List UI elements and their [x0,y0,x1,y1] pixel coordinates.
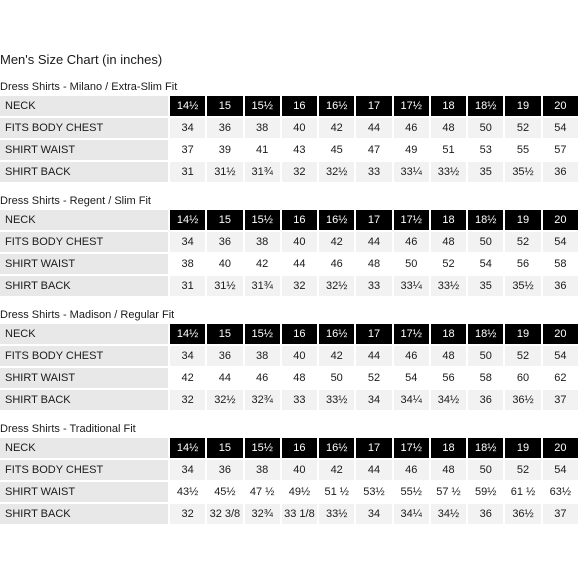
table-cell: 15½ [243,210,280,230]
table-cell: 20 [541,324,578,344]
table-cell: 46 [392,346,429,366]
table-cell: 34 [354,390,391,410]
table-cell: 39 [205,140,242,160]
table-cell: 32½ [205,390,242,410]
table-cell: 58 [541,254,578,274]
table-cell: 18 [429,210,466,230]
table-cell: 34¼ [392,390,429,410]
table-cell: 42 [243,254,280,274]
row-label: NECK [0,96,168,116]
table-cell: 52 [354,368,391,388]
table-cell: 54 [466,254,503,274]
table-cell: 54 [541,118,578,138]
table-cell: 50 [392,254,429,274]
table-cell: 31½ [205,162,242,182]
table-cell: 42 [168,368,205,388]
size-section [0,308,580,412]
row-label: SHIRT WAIST [0,368,168,388]
row-label: NECK [0,324,168,344]
table-cell: 54 [541,346,578,366]
table-cell: 20 [541,438,578,458]
table-cell: 36 [541,162,578,182]
table-cell: 36½ [503,504,540,524]
table-cell: 48 [280,368,317,388]
table-cell: 36 [205,232,242,252]
table-cell: 17½ [392,438,429,458]
table-cell: 19 [503,324,540,344]
table-cell: 52 [503,460,540,480]
table-cell: 45½ [205,482,242,502]
table-row [0,254,578,274]
table-row [0,324,578,344]
table-cell: 37 [541,504,578,524]
table-row [0,368,578,388]
table-cell: 34 [168,118,205,138]
table-cell: 34½ [429,390,466,410]
table-cell: 34 [168,460,205,480]
table-cell: 32¾ [243,390,280,410]
table-cell: 45 [317,140,354,160]
table-cell: 57 [541,140,578,160]
table-cell: 31¾ [243,276,280,296]
table-cell: 38 [243,460,280,480]
table-cell: 46 [392,460,429,480]
table-cell: 33 1/8 [280,504,317,524]
table-row [0,96,578,116]
table-cell: 36 [205,346,242,366]
table-cell: 59½ [466,482,503,502]
table-cell: 34½ [429,504,466,524]
table-cell: 33½ [317,504,354,524]
table-cell: 34 [168,346,205,366]
table-cell: 44 [354,460,391,480]
row-label: NECK [0,210,168,230]
table-cell: 19 [503,438,540,458]
table-cell: 18 [429,96,466,116]
row-label: FITS BODY CHEST [0,346,168,366]
table-cell: 17½ [392,210,429,230]
table-cell: 51 [429,140,466,160]
size-table [0,322,578,412]
size-section [0,80,580,184]
table-cell: 42 [317,118,354,138]
table-cell: 17 [354,210,391,230]
table-cell: 15 [205,96,242,116]
table-cell: 32 [168,504,205,524]
table-cell: 17½ [392,324,429,344]
row-label: FITS BODY CHEST [0,118,168,138]
table-cell: 48 [354,254,391,274]
table-cell: 36½ [503,390,540,410]
table-cell: 18 [429,324,466,344]
table-row [0,276,578,296]
table-cell: 42 [317,346,354,366]
table-cell: 18½ [466,438,503,458]
table-cell: 44 [354,118,391,138]
table-row [0,232,578,252]
table-cell: 37 [168,140,205,160]
table-cell: 48 [429,460,466,480]
table-cell: 14½ [168,438,205,458]
section-title: Dress Shirts - Traditional Fit [0,423,136,435]
table-cell: 54 [541,460,578,480]
table-cell: 44 [280,254,317,274]
table-cell: 40 [205,254,242,274]
size-table [0,94,578,184]
table-cell: 33¼ [392,276,429,296]
table-cell: 51 ½ [317,482,354,502]
table-cell: 14½ [168,324,205,344]
table-cell: 44 [205,368,242,388]
table-cell: 34 [354,504,391,524]
table-cell: 36 [541,276,578,296]
table-cell: 35½ [503,162,540,182]
table-cell: 33½ [429,162,466,182]
table-cell: 50 [466,118,503,138]
table-cell: 42 [317,232,354,252]
table-cell: 33 [354,276,391,296]
table-row [0,460,578,480]
table-row [0,118,578,138]
table-cell: 14½ [168,96,205,116]
size-table [0,208,578,298]
table-cell: 16 [280,210,317,230]
table-cell: 20 [541,96,578,116]
table-cell: 40 [280,118,317,138]
table-cell: 35½ [503,276,540,296]
table-cell: 50 [466,460,503,480]
table-cell: 34 [168,232,205,252]
table-cell: 38 [168,254,205,274]
table-cell: 15 [205,438,242,458]
table-cell: 17 [354,324,391,344]
table-cell: 38 [243,118,280,138]
size-section [0,422,580,526]
table-row [0,346,578,366]
table-cell: 62 [541,368,578,388]
table-cell: 32½ [317,276,354,296]
table-cell: 43 [280,140,317,160]
table-cell: 19 [503,96,540,116]
table-cell: 54 [541,232,578,252]
table-cell: 49½ [280,482,317,502]
table-cell: 35 [466,276,503,296]
table-cell: 56 [429,368,466,388]
table-cell: 52 [503,118,540,138]
table-cell: 16½ [317,210,354,230]
table-cell: 50 [466,346,503,366]
table-cell: 18½ [466,96,503,116]
table-cell: 38 [243,232,280,252]
table-cell: 32 3/8 [205,504,242,524]
table-cell: 55½ [392,482,429,502]
table-row [0,210,578,230]
table-cell: 32 [168,390,205,410]
table-cell: 15½ [243,324,280,344]
table-cell: 15½ [243,96,280,116]
table-row [0,504,578,524]
row-label: SHIRT BACK [0,390,168,410]
table-cell: 15½ [243,438,280,458]
section-title: Dress Shirts - Madison / Regular Fit [0,309,175,321]
table-row [0,140,578,160]
table-cell: 61 ½ [503,482,540,502]
table-cell: 50 [466,232,503,252]
table-cell: 31¾ [243,162,280,182]
row-label: FITS BODY CHEST [0,460,168,480]
table-cell: 16½ [317,438,354,458]
table-cell: 16 [280,96,317,116]
table-cell: 36 [205,118,242,138]
table-cell: 42 [317,460,354,480]
table-cell: 47 ½ [243,482,280,502]
table-cell: 32 [280,276,317,296]
page-title: Men's Size Chart (in inches) [0,52,163,67]
table-cell: 41 [243,140,280,160]
row-label: SHIRT WAIST [0,254,168,274]
row-label: SHIRT WAIST [0,140,168,160]
table-cell: 37 [541,390,578,410]
table-cell: 38 [243,346,280,366]
row-label: FITS BODY CHEST [0,232,168,252]
table-cell: 56 [503,254,540,274]
table-cell: 49 [392,140,429,160]
table-cell: 40 [280,346,317,366]
row-label: SHIRT WAIST [0,482,168,502]
table-cell: 63½ [541,482,578,502]
table-cell: 50 [317,368,354,388]
table-cell: 33 [354,162,391,182]
table-cell: 60 [503,368,540,388]
table-cell: 43½ [168,482,205,502]
table-cell: 16 [280,324,317,344]
table-cell: 46 [392,232,429,252]
table-cell: 35 [466,162,503,182]
table-cell: 47 [354,140,391,160]
table-cell: 58 [466,368,503,388]
table-cell: 32 [280,162,317,182]
table-cell: 48 [429,118,466,138]
table-cell: 36 [466,390,503,410]
table-cell: 33 [280,390,317,410]
table-cell: 33½ [317,390,354,410]
table-cell: 32½ [317,162,354,182]
table-row [0,482,578,502]
table-cell: 40 [280,232,317,252]
section-title: Dress Shirts - Regent / Slim Fit [0,195,151,207]
table-cell: 33½ [429,276,466,296]
table-row [0,390,578,410]
table-cell: 31 [168,276,205,296]
table-cell: 54 [392,368,429,388]
table-cell: 46 [243,368,280,388]
table-cell: 53½ [354,482,391,502]
table-cell: 17 [354,96,391,116]
row-label: SHIRT BACK [0,276,168,296]
table-cell: 40 [280,460,317,480]
table-cell: 36 [466,504,503,524]
table-cell: 19 [503,210,540,230]
table-cell: 17 [354,438,391,458]
row-label: SHIRT BACK [0,162,168,182]
table-cell: 15 [205,324,242,344]
table-cell: 52 [503,346,540,366]
section-title: Dress Shirts - Milano / Extra-Slim Fit [0,81,178,93]
table-cell: 52 [503,232,540,252]
table-row [0,438,578,458]
table-cell: 33¼ [392,162,429,182]
table-cell: 48 [429,346,466,366]
table-cell: 31½ [205,276,242,296]
table-cell: 53 [466,140,503,160]
size-section [0,194,580,298]
table-row [0,162,578,182]
table-cell: 31 [168,162,205,182]
table-cell: 48 [429,232,466,252]
table-cell: 34¼ [392,504,429,524]
table-cell: 36 [205,460,242,480]
table-cell: 14½ [168,210,205,230]
table-cell: 44 [354,346,391,366]
table-cell: 46 [317,254,354,274]
table-cell: 52 [429,254,466,274]
table-cell: 15 [205,210,242,230]
row-label: SHIRT BACK [0,504,168,524]
table-cell: 16½ [317,96,354,116]
table-cell: 16½ [317,324,354,344]
row-label: NECK [0,438,168,458]
table-cell: 18 [429,438,466,458]
table-cell: 57 ½ [429,482,466,502]
table-cell: 17½ [392,96,429,116]
table-cell: 32¾ [243,504,280,524]
table-cell: 20 [541,210,578,230]
table-cell: 18½ [466,210,503,230]
table-cell: 55 [503,140,540,160]
table-cell: 44 [354,232,391,252]
table-cell: 46 [392,118,429,138]
table-cell: 16 [280,438,317,458]
size-table [0,436,578,526]
table-cell: 18½ [466,324,503,344]
